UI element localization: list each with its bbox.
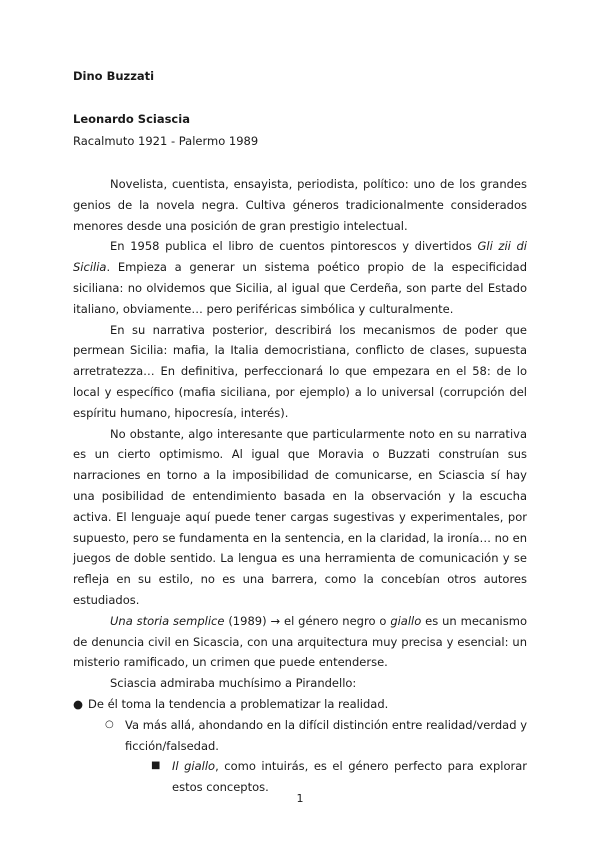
page-number: 1 [296,792,304,805]
paragraph-2 [73,236,527,319]
paragraph-5-text-b: es un mecanismo de denuncia civil en Sicascia, con una arquitectura muy precisa y esencial: un misterio ramificado, un crimen que puede entenderse. [73,613,527,670]
book-title-gli-zii: Gli zii di Sicilia [73,239,527,275]
list-item-level-2 [105,715,527,757]
paragraph-5 [73,611,527,673]
subject-heading: Leonardo Sciascia [73,112,190,126]
filled-circle-bullet-icon: ● [73,696,84,711]
book-title-una-storia: Una storia semplice [110,613,225,628]
paragraph-1: Novelista, cuentista, ensayista, periodista, político: uno de los grandes genios de la novela negra. Cultiva géneros tradicionalmente considerados menores desde una posición de gran prestigio intelectual. [73,177,527,233]
paragraph-3: En su narrativa posterior, describirá los mecanismos de poder que permean Sicilia: mafia, la Italia democristiana, conflicto de clases, supuesta arretratezza… En definitiva, perfeccionará lo que empezara en el 58: de lo local y específico (mafia siciliana, por ejemplo) a lo universal (corrupción del espíritu humano, hipocresía, interés). [73,322,527,420]
list-item-level-1 [73,694,527,715]
list-item-3-text: , como intuirás, es el género perfecto para explorar estos conceptos. [172,759,527,795]
term-il-giallo: Il giallo [172,759,216,774]
paragraph-4: No obstante, algo interesante que particularmente noto en su narrativa es un cierto optimismo. Al igual que Moravia o Buzzati construían sus narraciones en torno a la imposibilidad de comunicarse, en Sciascia sí hay una posibilidad de entendimiento basada en la observación y la escucha activa. El lenguaje aquí puede tener cargas sugestivas y experimentales, por supuesto, pero se fundamenta en la sentencia, en la claridad, la ironía… no en juegos de doble sentido. La lengua es una herramienta de comunicación y se refleja en su estilo, no es una barrera, como la concebían otros autores estudiados. [73,426,527,607]
paragraph-2-text-a: En 1958 publica el libro de cuentos pintorescos y divertidos [110,239,478,254]
list-item-2-text: Va más allá, ahondando en la difícil distinción entre realidad/verdad y ficción/falsedad. [125,717,527,753]
author-heading: Dino Buzzati [73,69,155,83]
document-body [73,174,527,798]
term-giallo: giallo [390,613,422,628]
pirandello-list [73,694,527,798]
paragraph-6: Sciascia admiraba muchísimo a Pirandello: [110,676,357,691]
paragraph-2-text-b: . Empieza a generar un sistema poético propio de la especificidad siciliana: no olvidemos que Sicilia, al igual que Cerdeña, son parte del Estado italiano, obviamente… pero periféricas simbólica y culturalmente. [73,260,527,316]
square-bullet-icon: ■ [151,760,161,772]
subject-dates: Racalmuto 1921 - Palermo 1989 [73,134,259,148]
paragraph-5-text-a: (1989) → el género negro o [224,613,391,628]
hollow-circle-bullet-icon: ○ [105,718,114,730]
list-item-1-text: De él toma la tendencia a problematizar la realidad. [88,696,389,711]
